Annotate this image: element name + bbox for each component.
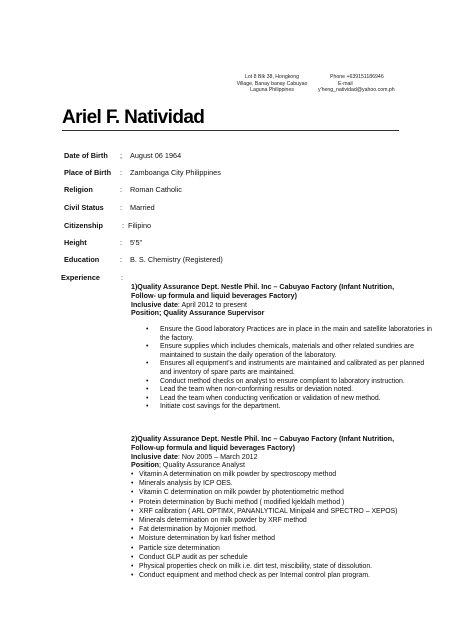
bullet-icon: • (131, 489, 134, 497)
job-entry-1 (131, 283, 431, 318)
list-item (131, 507, 431, 516)
detail-separator: : (120, 185, 123, 194)
duty-text: Initiate cost savings for the department. (160, 403, 281, 411)
list-item (146, 378, 436, 387)
list-item (131, 553, 431, 562)
experience-separator: : (121, 273, 124, 282)
job-position (131, 461, 431, 470)
date-label: Inclusive date (131, 300, 178, 309)
detail-separator: : (120, 168, 123, 177)
job-2-duties (131, 470, 431, 580)
duty-text: Conduct method checks on analyst to ensure compliant to laboratory instruction. (160, 377, 405, 385)
detail-label: Citizenship (64, 221, 103, 230)
address-line: Lot 8 Blk 38, Hongkong (245, 74, 299, 80)
bullet-icon: • (131, 563, 134, 571)
bullet-icon: • (146, 360, 149, 368)
detail-label: Place of Birth (64, 168, 112, 177)
duty-text: Ensure supplies which includes chemicals, materials and other related sundries are maintained to sustain the daily operation of the laboratory. (160, 343, 414, 359)
duty-text: Vitamin A determination on milk powder by spectroscopy method (139, 471, 337, 478)
header-divider (62, 130, 399, 131)
duty-text: Particle size determination (139, 544, 220, 552)
list-item (131, 516, 431, 525)
bullet-icon: • (131, 553, 134, 561)
job-position: Position; Quality Assurance Supervisor (131, 309, 265, 318)
phone-number: Phone +639151186946 (330, 74, 384, 80)
detail-label: Date of Birth (64, 151, 108, 160)
detail-separator: : (120, 238, 123, 247)
contact-block (318, 74, 395, 94)
list-item (146, 326, 436, 343)
detail-value: Zamboanga City Philippines (130, 168, 221, 177)
duty-text: Conduct equipment and method check as per Internal control plan program. (139, 572, 370, 580)
bullet-icon: • (146, 386, 149, 394)
address-line: Village, Banay banay Cabuyao (236, 80, 308, 87)
list-item (146, 395, 436, 404)
duty-text: Minerals analysis by ICP OES. (139, 480, 233, 488)
detail-value: Roman Catholic (130, 185, 182, 194)
bullet-icon: • (146, 377, 149, 385)
detail-separator: : (120, 255, 123, 264)
duty-text: Vitamin C determination on milk powder by photentiometric method (139, 489, 344, 497)
detail-value: 5'5" (130, 238, 143, 247)
list-item (131, 571, 431, 580)
bullet-icon: • (131, 480, 134, 488)
list-item (131, 544, 431, 553)
detail-label: Height (64, 238, 87, 247)
address-line: Laguna Philippines (250, 87, 294, 94)
bullet-icon: • (131, 526, 134, 534)
detail-label: Religion (64, 185, 93, 194)
list-item (131, 534, 431, 543)
date-value: : Nov 2005 – March 2012 (177, 452, 258, 461)
position-value: ; Quality Assurance Analyst (158, 461, 245, 470)
list-item (146, 343, 436, 360)
bullet-icon: • (131, 572, 134, 580)
detail-separator: ; (120, 151, 123, 160)
position-label: Position (131, 461, 159, 470)
bullet-icon: • (131, 507, 134, 515)
email-label: E-mail (338, 80, 353, 87)
bullet-icon: • (131, 544, 134, 552)
job-dates (131, 301, 431, 310)
job-dates (131, 453, 431, 462)
detail-separator: : (120, 203, 123, 212)
duty-text: Conduct GLP audit as per schedule (139, 553, 248, 561)
duty-text: XRF calibration ( ARL OPTIMX, PANANLYTICAL Minipal4 and SPECTRO – XEPOS) (139, 507, 398, 515)
detail-label: Civil Status (64, 203, 104, 212)
email-address: y'heng_natividad@yahoo.com.ph (318, 87, 395, 94)
detail-value: Married (130, 203, 155, 212)
job-title-line: 1)Quality Assurance Dept. Nestle Phil. Inc – Cabuyao Factory (Infant Nutrition, (131, 283, 395, 291)
job-title-line: Follow-up formula and liquid beverages Factory) (131, 443, 295, 452)
duty-text: Fat determination by Mojonier method. (139, 526, 257, 534)
list-item (131, 525, 431, 534)
detail-separator: : (122, 221, 125, 230)
bullet-icon: • (146, 403, 149, 411)
list-item (146, 386, 436, 395)
bullet-icon: • (131, 498, 134, 506)
duty-text: Physical properties check on milk i.e. dirt test, miscibility, state of dissolution. (139, 563, 373, 571)
bullet-icon: • (131, 517, 134, 525)
job-title-line: 2)Quality Assurance Dept. Nestle Phil. Inc – Cabuyao Factory (Infant Nutrition, (131, 435, 395, 443)
list-item (131, 488, 431, 497)
list-item (146, 403, 436, 412)
address-block (236, 74, 308, 94)
duty-text: Lead the team when non-conforming results or deviation noted. (160, 386, 354, 394)
duty-text: Minerals determination on milk powder by XRF method (139, 517, 307, 525)
detail-label: Education (64, 255, 100, 264)
list-item (131, 562, 431, 571)
bullet-icon: • (131, 471, 134, 478)
job-title-line: Follow- up formula and liquid beverages Factory) (131, 291, 297, 300)
detail-value: August 06 1964 (130, 151, 182, 160)
duty-text: Ensures all equipment’s and instruments are maintained and calibrated as per planned and inventory of spare parts are maintained. (160, 360, 425, 376)
date-value: : April 2012 to present (177, 300, 247, 309)
duty-text: Lead the team when conducting verification or validation of new method. (160, 394, 381, 402)
duty-text: Moisture determination by karl fisher method (139, 535, 275, 543)
detail-value: B. S. Chemistry (Registered) (130, 255, 223, 264)
detail-value: Filipino (128, 221, 152, 230)
duty-text: Ensure the Good laboratory Practices are in place in the main and satellite laboratories in the factory. (160, 326, 432, 342)
job-1-duties (146, 326, 436, 412)
resume-name: Ariel F. Natividad (62, 107, 205, 128)
bullet-icon: • (146, 394, 149, 402)
job-entry-2 (131, 435, 431, 470)
list-item (131, 498, 431, 507)
date-label: Inclusive date (131, 452, 178, 461)
list-item (131, 479, 431, 488)
bullet-icon: • (146, 326, 149, 333)
bullet-icon: • (131, 535, 134, 543)
bullet-icon: • (146, 343, 149, 351)
experience-label: Experience (61, 273, 100, 282)
duty-text: Protein determination by Buchi method ( modified kjeldalh method ) (139, 498, 345, 506)
list-item (146, 360, 436, 377)
list-item (131, 470, 431, 479)
